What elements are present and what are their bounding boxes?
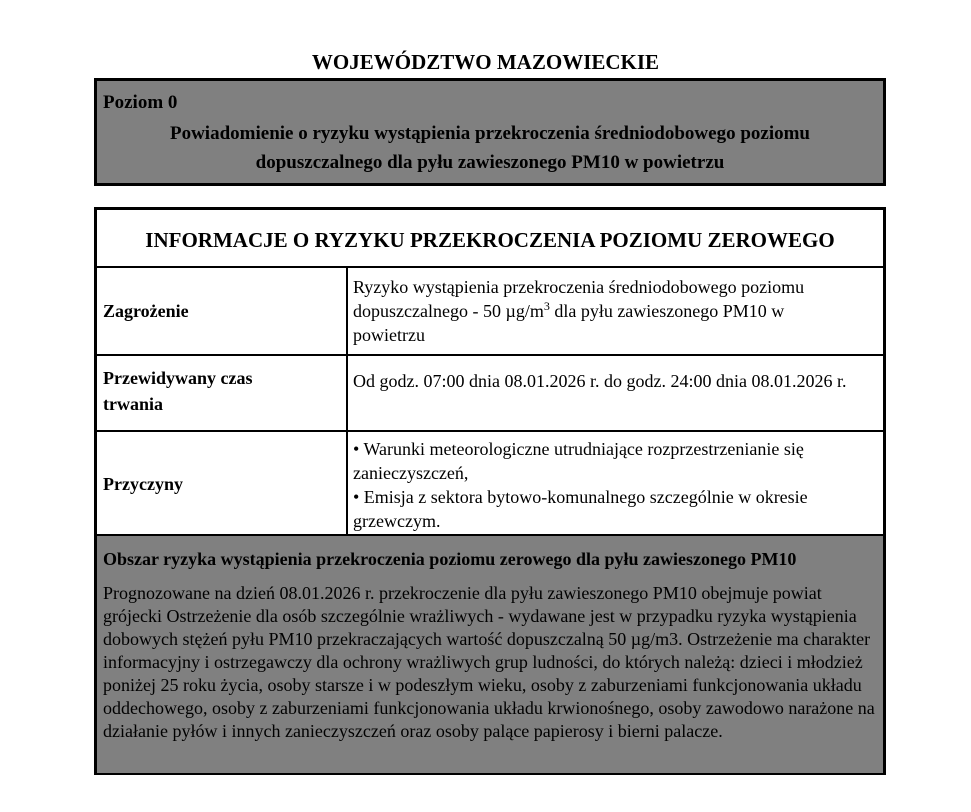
threat-value-line-1: Ryzyko wystąpienia przekroczenia średniodobowego poziomu <box>353 277 805 297</box>
threat-value <box>353 275 877 347</box>
level-notice-box <box>94 78 886 186</box>
risk-area-text: Prognozowane na dzień 08.01.2026 r. przekroczenie dla pyłu zawieszonego PM10 obejmuje powiat grójecki Ostrzeżenie dla osób szczególnie wrażliwych - wydawane jest w przypadku ryzyka wystąpienia dobowych stężeń pyłu PM10 przekraczających wartość dopuszczalną 50 µg/m3. Ostrzeżenie ma charakter informacyjny i ostrzegawczy dla ochrony wrażliwych grup ludności, do których należą: dzieci i młodzież poniżej 25 roku życia, osoby starsze i w podeszłym wieku, osoby z zaburzeniami funkcjonowania układu oddechowego, osoby z zaburzeniami funkcjonowania układu krwionośnego, osoby zawodowo narażone na działanie pyłów i innych zanieczyszczeń oraz osoby palące papierosy i bierni palacze. <box>103 583 875 741</box>
threat-value-line-2: dopuszczalnego - 50 $\mu g/m^3$ dla pyłu zawieszonego PM10 w <box>353 299 785 321</box>
causes-row <box>97 430 883 536</box>
risk-area-title: Obszar ryzyka wystąpienia przekroczenia poziomu zerowego dla pyłu zawieszonego PM10 <box>103 549 797 569</box>
risk-info-table <box>94 207 886 775</box>
threat-value-line-3: powietrzu <box>353 325 425 345</box>
threat-row <box>97 266 883 354</box>
cause-item-1: • Warunki meteorologiczne utrudniające rozprzestrzenianie się zanieczyszczeń, <box>353 439 804 483</box>
risk-area-section <box>97 534 883 773</box>
info-table-title: INFORMACJE O RYZYKU PRZEKROCZENIA POZIOMU ZEROWEGO <box>145 228 835 252</box>
causes-label: Przyczyny <box>103 474 183 494</box>
duration-label: Przewidywany czas trwania <box>103 368 253 414</box>
cause-item-2: • Emisja z sektora bytowo-komunalnego szczególnie w okresie grzewczym. <box>353 487 808 531</box>
duration-value: Od godz. 07:00 dnia 08.01.2026 r. do godz. 24:00 dnia 08.01.2026 r. <box>353 371 847 391</box>
level-label: Poziom 0 <box>103 92 178 113</box>
level-description <box>97 119 883 177</box>
causes-value <box>353 437 877 533</box>
level-description-line-2: dopuszczalnego dla pyłu zawieszonego PM10 w powietrzu <box>255 152 725 173</box>
region-title: WOJEWÓDZTWO MAZOWIECKIE <box>311 50 660 74</box>
threat-label: Zagrożenie <box>103 301 189 321</box>
duration-row <box>97 354 883 430</box>
level-description-line-1: Powiadomienie o ryzyku wystąpienia przekroczenia średniodobowego poziomu <box>169 123 811 144</box>
